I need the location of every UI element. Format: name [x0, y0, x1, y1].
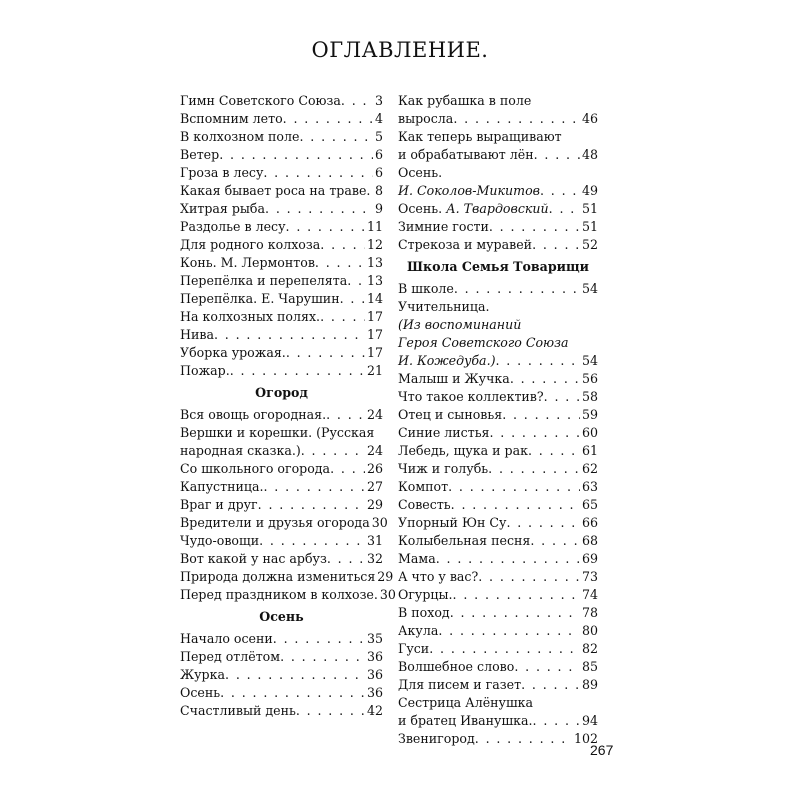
leader-dots [454, 280, 580, 298]
toc-entry-title: Для писем и газет [398, 677, 522, 692]
leader-dots [225, 666, 365, 684]
toc-entry-title: и обрабатывают лён [398, 147, 534, 162]
toc-page-number: 78 [581, 605, 598, 620]
toc-entry[interactable] [398, 514, 598, 532]
toc-entry-title: Пожар. [180, 363, 230, 378]
toc-entry[interactable] [180, 568, 394, 586]
toc-entry[interactable] [180, 362, 383, 380]
toc-page-number: 21 [366, 363, 383, 378]
toc-entry-title: Совесть [398, 497, 451, 512]
toc-page-number: 17 [366, 309, 383, 324]
leader-dots [327, 550, 365, 568]
toc-page-number: 27 [366, 479, 383, 494]
toc-entry-title: Лебедь, щука и рак [398, 443, 528, 458]
leader-dots [488, 460, 580, 478]
toc-page-number: 13 [366, 255, 383, 270]
toc-page-number: 48 [581, 147, 598, 162]
leader-dots [347, 272, 365, 290]
toc-entry[interactable] [180, 200, 383, 218]
toc-entry[interactable] [398, 640, 598, 658]
toc-entry-line[interactable] [398, 128, 598, 146]
toc-entry-line[interactable] [398, 694, 598, 712]
toc-entry-title: Осень [180, 685, 221, 700]
toc-entry[interactable] [398, 460, 598, 478]
toc-entry[interactable] [180, 236, 383, 254]
toc-entry-title: Раздолье в лесу [180, 219, 286, 234]
toc-entry-title: Перед праздником в колхозе. [180, 587, 378, 602]
leader-dots [265, 200, 373, 218]
toc-entry[interactable] [180, 254, 383, 272]
toc-entry[interactable] [180, 702, 383, 720]
leader-dots [214, 326, 365, 344]
toc-entry-title: Начало осени [180, 631, 273, 646]
toc-entry-title: Зимние гости [398, 219, 489, 234]
toc-entry[interactable] [180, 550, 383, 568]
toc-entry[interactable] [180, 128, 383, 146]
toc-page-number: 59 [581, 407, 598, 422]
toc-page-number: 54 [581, 281, 598, 296]
leader-dots [366, 182, 373, 200]
leader-dots [230, 362, 365, 380]
leader-dots [510, 370, 580, 388]
toc-entry-title: Осень. [398, 165, 443, 180]
leader-dots [532, 236, 580, 254]
toc-page-number: 14 [366, 291, 383, 306]
toc-entry[interactable] [180, 110, 383, 128]
toc-entry[interactable] [398, 712, 598, 730]
leader-dots [490, 424, 580, 442]
leader-dots [453, 110, 580, 128]
leader-dots [219, 146, 373, 164]
leader-dots [320, 236, 365, 254]
toc-entry-title: Как теперь выращивают [398, 129, 562, 144]
leader-dots [259, 532, 365, 550]
toc-page-number: 54 [581, 353, 598, 368]
toc-entry[interactable] [180, 164, 383, 182]
leader-dots [220, 684, 365, 702]
leader-dots [528, 442, 580, 460]
toc-page-number: 89 [581, 677, 598, 692]
toc-entry-title: (Из воспоминаний [398, 317, 522, 332]
leader-dots [502, 406, 580, 424]
leader-dots [530, 532, 580, 550]
toc-entry-line[interactable] [398, 92, 598, 110]
toc-page-number: 11 [366, 219, 383, 234]
toc-entry[interactable] [398, 146, 598, 164]
leader-dots [496, 352, 580, 370]
toc-entry-title: Что такое коллектив? [398, 389, 544, 404]
leader-dots [448, 478, 580, 496]
toc-entry-title: А что у вас? [398, 569, 479, 584]
toc-entry-title: Вспомним лето [180, 111, 283, 126]
leader-dots [280, 648, 365, 666]
toc-page-number: 51 [581, 219, 598, 234]
toc-entry[interactable] [398, 200, 598, 218]
toc-entry[interactable] [398, 298, 598, 316]
toc-entry-title: Гимн Советского Союза [180, 93, 341, 108]
toc-section-heading: Огород [255, 385, 308, 400]
toc-entry[interactable] [398, 568, 598, 586]
toc-entry[interactable] [180, 92, 383, 110]
toc-entry[interactable] [398, 182, 598, 200]
toc-entry[interactable] [398, 676, 598, 694]
leader-dots [315, 254, 365, 272]
toc-page-number: 9 [374, 201, 383, 216]
toc-page-number: 61 [581, 443, 598, 458]
leader-dots [283, 110, 373, 128]
toc-entry-title: Журка [180, 667, 226, 682]
toc-page-number: 102 [573, 731, 598, 746]
toc-entry-title: Конь. М. Лермонтов [180, 255, 315, 270]
toc-page-number: 30 [379, 587, 396, 602]
toc-entry-title: В поход [398, 605, 450, 620]
leader-dots [301, 442, 365, 460]
leader-dots [438, 622, 580, 640]
toc-entry-title: Колыбельная песня [398, 533, 531, 548]
toc-entry-title: Для родного колхоза [180, 237, 321, 252]
leader-dots [540, 182, 580, 200]
toc-entry-title: Чудо-овощи [180, 533, 260, 548]
toc-entry-title: Героя Советского Союза [398, 335, 569, 350]
toc-entry[interactable] [398, 236, 598, 254]
toc-entry-title: Нива [180, 327, 214, 342]
toc-entry[interactable] [180, 514, 388, 532]
leader-dots [326, 406, 365, 424]
toc-entry-title: и братец Иванушка. [398, 713, 533, 728]
toc-entry[interactable] [180, 406, 383, 424]
page-title: ОГЛАВЛЕНИЕ. [311, 38, 489, 62]
toc-entry[interactable] [398, 218, 598, 236]
toc-page-number: 51 [581, 201, 598, 216]
toc-entry[interactable] [180, 666, 383, 684]
toc-entry-title: Стрекоза и муравей [398, 237, 533, 252]
toc-entry-title: Компот [398, 479, 449, 494]
toc-page-number: 36 [366, 667, 383, 682]
toc-entry[interactable] [180, 478, 383, 496]
leader-dots [320, 308, 365, 326]
toc-page-number: 58 [581, 389, 598, 404]
toc-page-number: 65 [581, 497, 598, 512]
toc-page-number: 35 [366, 631, 383, 646]
toc-entry-title: народная сказка.) [180, 443, 301, 458]
toc-entry-title: Вся овощь огородная. [180, 407, 327, 422]
toc-page-number: 94 [581, 713, 598, 728]
toc-entry-title: Перепёлка. Е. Чарушин [180, 291, 340, 306]
toc-entry-title: Гуси [398, 641, 430, 656]
toc-entry-title: Упорный Юн Су [398, 515, 507, 530]
toc-page-number: 8 [374, 183, 383, 198]
toc-entry[interactable] [398, 110, 598, 128]
leader-dots [549, 200, 580, 218]
toc-entry[interactable] [180, 684, 383, 702]
toc-entry-title: Вредители и друзья огорода [180, 515, 370, 530]
toc-entry-title: Сестрица Алёнушка [398, 695, 534, 710]
toc-entry-title: Вершки и корешки. (Русская [180, 425, 375, 440]
toc-entry-title: Гроза в лесу [180, 165, 264, 180]
toc-entry-title: Природа должна измениться [180, 569, 376, 584]
toc-entry[interactable] [180, 146, 383, 164]
leader-dots [450, 604, 580, 622]
toc-page-number: 68 [581, 533, 598, 548]
toc-entry-title: Чиж и голубь [398, 461, 489, 476]
toc-entry-title: Отец и сыновья [398, 407, 503, 422]
toc-entry-title: Капустница. [180, 479, 264, 494]
toc-entry[interactable] [398, 352, 598, 370]
toc-entry[interactable] [180, 308, 383, 326]
toc-entry[interactable] [398, 658, 598, 676]
toc-page-number: 31 [366, 533, 383, 548]
toc-entry-title: Со школьного огорода [180, 461, 331, 476]
toc-entry-title: Ветер [180, 147, 220, 162]
toc-entry[interactable] [398, 550, 598, 568]
leader-dots [475, 730, 572, 748]
toc-entry[interactable] [180, 648, 383, 666]
toc-entry-title: На колхозных полях. [180, 309, 321, 324]
leader-dots [453, 586, 580, 604]
toc-entry[interactable] [398, 388, 598, 406]
toc-entry[interactable] [180, 442, 383, 460]
toc-entry-title: В колхозном поле [180, 129, 300, 144]
toc-page-number: 6 [374, 147, 383, 162]
toc-page-number: 3 [374, 93, 383, 108]
toc-entry[interactable] [398, 424, 598, 442]
toc-page-number: 42 [366, 703, 383, 718]
toc-entry[interactable] [180, 344, 383, 362]
toc-entry[interactable] [398, 164, 598, 182]
toc-page-number: 82 [581, 641, 598, 656]
toc-entry-line[interactable] [398, 334, 598, 352]
toc-page-number: 32 [366, 551, 383, 566]
toc-entry-title: Мама [398, 551, 436, 566]
toc-entry[interactable] [180, 272, 383, 290]
toc-entry[interactable] [180, 218, 383, 236]
toc-section-heading: Осень [259, 609, 304, 624]
toc-entry[interactable] [398, 586, 598, 604]
toc-entry-title: Уборка урожая. [180, 345, 286, 360]
toc-page-number: 49 [581, 183, 598, 198]
leader-dots [263, 164, 373, 182]
leader-dots [489, 218, 580, 236]
leader-dots [340, 290, 365, 308]
toc-section-heading: Школа Семья Товарищи [407, 259, 589, 274]
toc-page-number: 73 [581, 569, 598, 584]
leader-dots [533, 712, 580, 730]
leader-dots [299, 128, 373, 146]
toc-entry-title: Огурцы. [398, 587, 453, 602]
toc-page-number: 63 [581, 479, 598, 494]
toc-entry[interactable] [398, 442, 598, 460]
toc-entry[interactable] [180, 586, 396, 604]
toc-entry[interactable] [180, 182, 383, 200]
leader-dots [296, 702, 365, 720]
toc-entry-title: Малыш и Жучка [398, 371, 510, 386]
toc-entry[interactable] [398, 730, 598, 748]
toc-page-number: 69 [581, 551, 598, 566]
toc-entry-title: И. Кожедуба.) [398, 353, 496, 368]
leader-dots [544, 388, 580, 406]
toc-entry-title: Звенигород [398, 731, 475, 746]
toc-entry[interactable] [398, 280, 598, 298]
toc-page-number: 74 [581, 587, 598, 602]
toc-page-number: 60 [581, 425, 598, 440]
toc-page-number: 17 [366, 345, 383, 360]
leader-dots [506, 514, 580, 532]
leader-dots [514, 658, 580, 676]
toc-page-number: 56 [581, 371, 598, 386]
toc-entry-title: Вот какой у нас арбуз [180, 551, 327, 566]
page-number: 267 [590, 742, 614, 758]
leader-dots [534, 146, 580, 164]
leader-dots [341, 92, 373, 110]
toc-page-number: 17 [366, 327, 383, 342]
toc-entry-title: Враг и друг [180, 497, 258, 512]
toc-page-number: 24 [366, 443, 383, 458]
leader-dots [286, 344, 365, 362]
toc-page-number: 29 [366, 497, 383, 512]
toc-entry-line[interactable] [180, 424, 383, 442]
toc-entry-title: И. Соколов-Микитов [398, 183, 540, 198]
toc-entry[interactable] [398, 622, 598, 640]
leader-dots [330, 460, 365, 478]
toc-entry-title: Акула [398, 623, 439, 638]
leader-dots [286, 218, 365, 236]
toc-entry[interactable] [180, 496, 383, 514]
toc-page-number: 36 [366, 649, 383, 664]
toc-page-number: 5 [374, 129, 383, 144]
toc-entry-title: Перепёлка и перепелята [180, 273, 348, 288]
leader-dots [429, 640, 580, 658]
toc-entry-title: Осень. А. Твардовский [398, 201, 549, 216]
toc-page-number: 36 [366, 685, 383, 700]
leader-dots [436, 550, 580, 568]
toc-entry-title: Перед отлётом [180, 649, 281, 664]
toc-entry[interactable] [398, 532, 598, 550]
toc-entry[interactable] [180, 326, 383, 344]
toc-entry-title: Как рубашка в поле [398, 93, 532, 108]
toc-entry-title: выросла [398, 111, 454, 126]
toc-entry[interactable] [180, 630, 383, 648]
toc-page-number: 52 [581, 237, 598, 252]
toc-entry-title: Счастливый день [180, 703, 296, 718]
toc-page-number: 66 [581, 515, 598, 530]
toc-entry[interactable] [180, 532, 383, 550]
leader-dots [478, 568, 580, 586]
leader-dots [451, 496, 580, 514]
leader-dots [521, 676, 580, 694]
toc-entry[interactable] [398, 496, 598, 514]
toc-entry-title: Какая бывает роса на траве [180, 183, 367, 198]
toc-entry-title: В школе [398, 281, 454, 296]
toc-entry[interactable] [398, 370, 598, 388]
toc-entry[interactable] [398, 604, 598, 622]
leader-dots [273, 630, 365, 648]
toc-page-number: 26 [366, 461, 383, 476]
toc-entry-title: Синие листья [398, 425, 490, 440]
leader-dots [258, 496, 365, 514]
toc-entry-title: Волшебное слово [398, 659, 515, 674]
toc-entry[interactable] [398, 478, 598, 496]
toc-page-number: 24 [366, 407, 383, 422]
toc-page-number: 30 [371, 515, 388, 530]
leader-dots [263, 478, 364, 496]
toc-entry-title: Учительница. [398, 299, 490, 314]
toc-entry-line[interactable] [398, 316, 598, 334]
toc-page-number: 46 [581, 111, 598, 126]
toc-entry-title: Хитрая рыба [180, 201, 266, 216]
toc-page-number: 12 [366, 237, 383, 252]
toc-page-number: 85 [581, 659, 598, 674]
toc-entry[interactable] [180, 460, 383, 478]
toc-page-number: 80 [581, 623, 598, 638]
toc-page-number: 13 [366, 273, 383, 288]
toc-page-number: 29 [377, 569, 394, 584]
toc-entry[interactable] [180, 290, 383, 308]
toc-page-number: 6 [374, 165, 383, 180]
toc-page-number: 4 [374, 111, 383, 126]
toc-entry[interactable] [398, 406, 598, 424]
toc-page-number: 62 [581, 461, 598, 476]
